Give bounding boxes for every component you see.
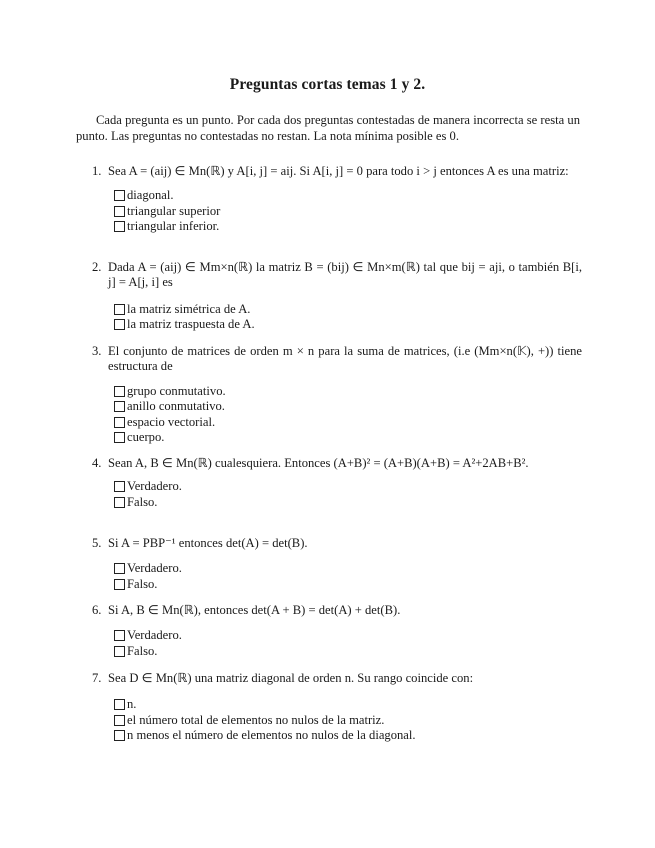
option-checkbox-anillo-conmutativo[interactable]	[114, 399, 582, 415]
checkbox-icon[interactable]	[114, 401, 125, 412]
question-number: 1.	[92, 164, 102, 178]
question-stem: Si A = PBP⁻¹ entonces det(A) = det(B).	[108, 536, 308, 550]
checkbox-icon[interactable]	[114, 221, 125, 232]
checkbox-icon[interactable]	[114, 497, 125, 508]
option-label: diagonal.	[127, 188, 174, 203]
checkbox-icon[interactable]	[114, 730, 125, 741]
option-checkbox-falso[interactable]	[114, 495, 582, 511]
option-label: el número total de elementos no nulos de la matriz.	[127, 712, 385, 727]
option-checkbox-triangular-superior[interactable]	[114, 204, 582, 220]
question-4	[92, 456, 582, 510]
checkbox-icon[interactable]	[114, 481, 125, 492]
option-label: Verdadero.	[127, 628, 182, 643]
question-stem: Sean A, B ∈ Mn(ℝ) cualesquiera. Entonces (A+B)² = (A+B)(A+B) = A²+2AB+B².	[108, 456, 529, 470]
question-stem: Dada A = (aij) ∈ Mm×n(ℝ) la matriz B = (bij) ∈ Mn×m(ℝ) tal que bij = aji, o también B[i, j] = A[j, i] es	[108, 260, 582, 290]
checkbox-icon[interactable]	[114, 304, 125, 315]
option-checkbox-verdadero[interactable]	[114, 479, 582, 495]
option-label: espacio vectorial.	[127, 414, 216, 429]
option-checkbox-grupo-conmutativo[interactable]	[114, 383, 582, 399]
question-number: 3.	[92, 344, 102, 358]
option-checkbox-verdadero[interactable]	[114, 628, 582, 644]
option-label: n.	[127, 697, 137, 712]
option-list	[114, 697, 582, 744]
option-label: n menos el número de elementos no nulos de la diagonal.	[127, 728, 416, 743]
option-list	[114, 479, 582, 510]
question-7	[92, 671, 582, 744]
option-checkbox-verdadero[interactable]	[114, 561, 582, 577]
option-label: cuerpo.	[127, 430, 165, 445]
option-checkbox-diagonal[interactable]	[114, 188, 582, 204]
option-label: Falso.	[127, 576, 158, 591]
checkbox-icon[interactable]	[114, 699, 125, 710]
checkbox-icon[interactable]	[114, 715, 125, 726]
question-number: 4.	[92, 456, 102, 470]
option-checkbox-total-no-nulos[interactable]	[114, 713, 582, 729]
checkbox-icon[interactable]	[114, 206, 125, 217]
option-checkbox-falso[interactable]	[114, 577, 582, 593]
question-stem: Sea A = (aij) ∈ Mn(ℝ) y A[i, j] = aij. Si A[i, j] = 0 para todo i > j entonces A es una matriz:	[108, 164, 569, 178]
checkbox-icon[interactable]	[114, 646, 125, 657]
option-checkbox-n[interactable]	[114, 697, 582, 713]
question-3	[92, 344, 582, 445]
instructions-text: Cada pregunta es un punto. Por cada dos preguntas contestadas de manera incorrecta se resta un punto. Las preguntas no contestadas no restan. La nota mínima posible es 0.	[76, 113, 580, 143]
checkbox-icon[interactable]	[114, 319, 125, 330]
instructions	[76, 113, 580, 144]
question-stem: Sea D ∈ Mn(ℝ) una matriz diagonal de orden n. Su rango coincide con:	[108, 671, 474, 685]
checkbox-icon[interactable]	[114, 386, 125, 397]
question-1	[92, 164, 582, 235]
page-title: Preguntas cortas temas 1 y 2.	[229, 76, 426, 93]
option-label: Verdadero.	[127, 479, 182, 494]
checkbox-icon[interactable]	[114, 563, 125, 574]
question-number: 5.	[92, 536, 102, 550]
option-label: triangular superior	[127, 203, 221, 218]
option-label: triangular inferior.	[127, 219, 220, 234]
question-5	[92, 536, 582, 592]
checkbox-icon[interactable]	[114, 190, 125, 201]
question-stem: Si A, B ∈ Mn(ℝ), entonces det(A + B) = det(A) + det(B).	[108, 603, 401, 617]
option-checkbox-falso[interactable]	[114, 644, 582, 660]
question-2	[92, 260, 582, 332]
option-label: Falso.	[127, 494, 158, 509]
option-label: la matriz simétrica de A.	[127, 301, 251, 316]
checkbox-icon[interactable]	[114, 432, 125, 443]
option-checkbox-simetrica[interactable]	[114, 301, 582, 317]
option-list	[114, 301, 582, 332]
option-label: anillo conmutativo.	[127, 399, 225, 414]
question-stem: El conjunto de matrices de orden m × n para la suma de matrices, (i.e (Mm×n(𝕂), +)) tiene estructura de	[108, 344, 582, 374]
option-list	[114, 561, 582, 592]
option-label: grupo conmutativo.	[127, 383, 226, 398]
option-list	[114, 628, 582, 659]
checkbox-icon[interactable]	[114, 579, 125, 590]
option-checkbox-traspuesta[interactable]	[114, 317, 582, 333]
option-checkbox-espacio-vectorial[interactable]	[114, 414, 582, 430]
option-label: Falso.	[127, 643, 158, 658]
option-checkbox-triangular-inferior[interactable]	[114, 219, 582, 235]
option-label: Verdadero.	[127, 561, 182, 576]
question-number: 2.	[92, 260, 102, 274]
option-list	[114, 188, 582, 235]
option-label: la matriz traspuesta de A.	[127, 317, 255, 332]
question-number: 6.	[92, 603, 102, 617]
option-checkbox-cuerpo[interactable]	[114, 430, 582, 446]
question-number: 7.	[92, 671, 102, 685]
question-6	[92, 603, 582, 659]
option-list	[114, 383, 582, 445]
option-checkbox-n-menos-diagonal[interactable]	[114, 728, 582, 744]
checkbox-icon[interactable]	[114, 630, 125, 641]
checkbox-icon[interactable]	[114, 417, 125, 428]
